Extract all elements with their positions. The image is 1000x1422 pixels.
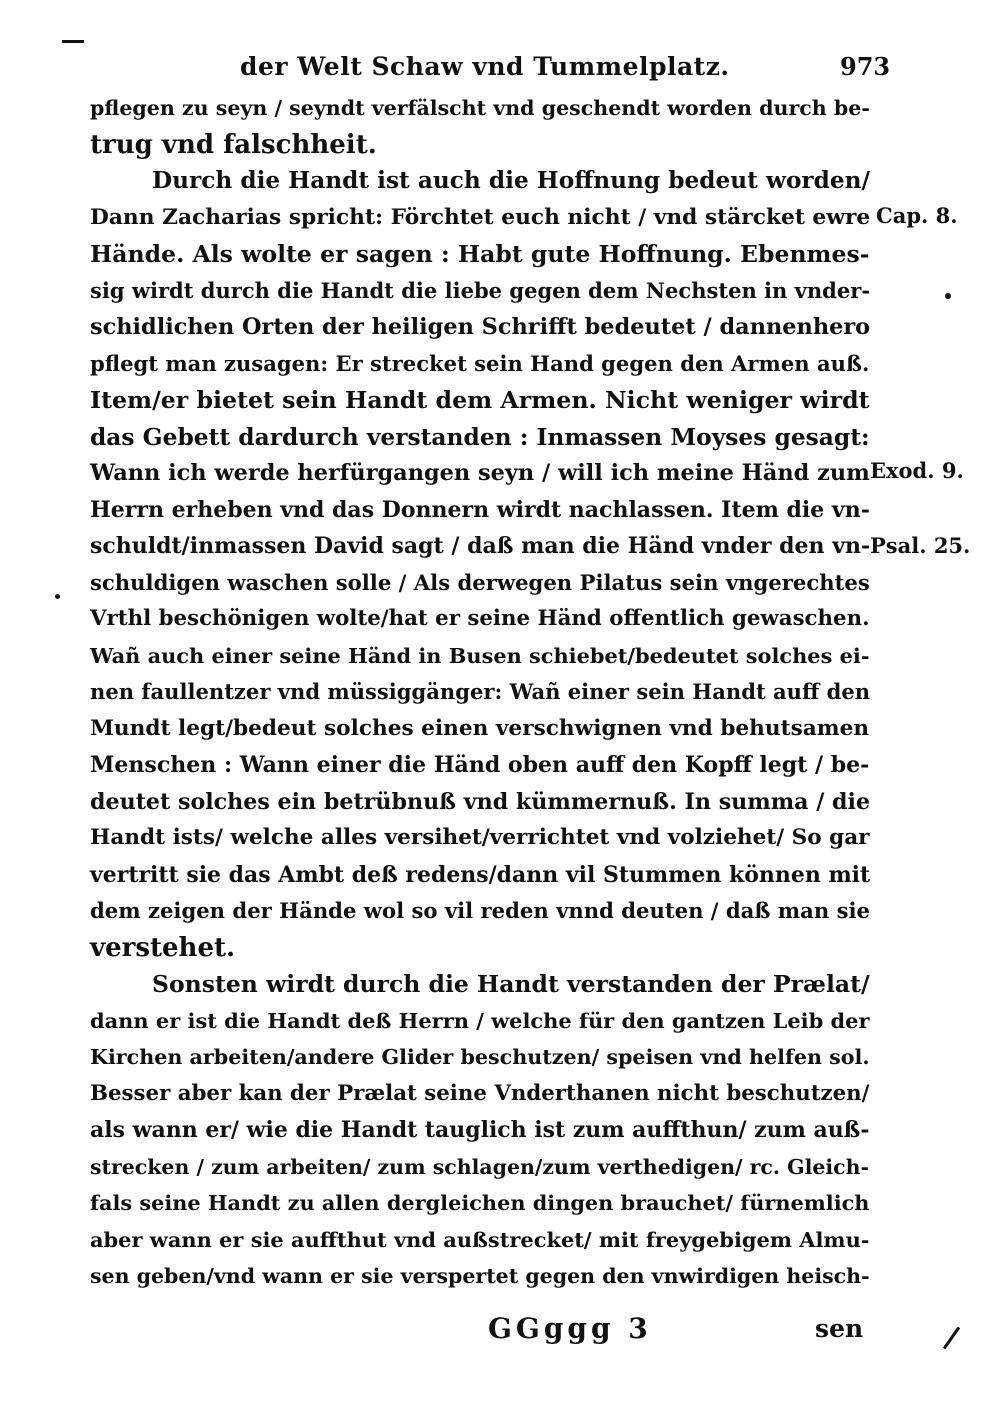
text-line: Handt ists/ welche alles versihet/verrichtet vnd volziehet/ So gar <box>90 825 870 850</box>
text-line: sig wirdt durch die Handt die liebe gegen dem Nechsten in vnder- <box>90 277 871 303</box>
text-line: als wann er/ wie die Handt tauglich ist zum auffthun/ zum auß- <box>90 1117 870 1143</box>
scan-speck <box>55 594 60 599</box>
margin-note-psal: Psal. 25. <box>870 533 971 558</box>
text-line: Sonsten wirdt durch die Handt verstanden der Prælat/ <box>152 970 870 998</box>
text-line: schuldigen waschen solle / Als derwegen Pilatus sein vngerechtes <box>90 569 870 595</box>
text-line: Item/er bietet sein Handt dem Armen. Nicht weniger wirdt <box>90 386 870 414</box>
margin-note-exod: Exod. 9. <box>870 458 964 483</box>
body-text <box>90 90 870 1295</box>
text-line: aber wann er sie auffthut vnd außstrecket/ mit freygebigem Almu- <box>90 1226 870 1252</box>
text-line: Herrn erheben vnd das Donnern wirdt nachlassen. Item die vn- <box>90 496 870 523</box>
text-line: verstehet. <box>90 932 236 963</box>
running-title: der Welt Schaw vnd Tummelplatz. <box>240 52 730 81</box>
text-line: nen faullentzer vnd müssiggänger: Wañ einer sein Handt auff den <box>90 679 871 704</box>
page-footer <box>0 1312 1000 1352</box>
catchword: sen <box>815 1314 864 1343</box>
text-line: Wañ auch einer seine Händ in Busen schiebet/bedeutet solches ei- <box>90 642 870 668</box>
scan-mark <box>62 40 84 43</box>
text-line: trug vnd falschheit. <box>90 129 377 160</box>
text-line: Vrthl beschönigen wolte/hat er seine Händ offentlich gewaschen. <box>90 606 870 631</box>
text-line: sen geben/vnd wann er sie verspertet gegen den vnwirdigen heisch- <box>90 1264 870 1288</box>
text-line: dem zeigen der Hände wol so vil reden vnnd deuten / daß man sie <box>90 898 870 923</box>
text-line: dann er ist die Handt deß Herrn / welche für den gantzen Leib der <box>90 1007 870 1033</box>
text-line: Kirchen arbeiten/andere Glider beschutzen/ speisen vnd helfen sol. <box>90 1045 870 1069</box>
text-line: Wann ich werde herfürgangen seyn / will ich meine Händ zum <box>90 460 870 486</box>
text-line: vertritt sie das Ambt deß redens/dann vil Stummen können mit <box>90 861 871 888</box>
text-line: das Gebett dardurch verstanden : Inmassen Moyses gesagt: <box>90 422 870 451</box>
text-line: schidlichen Orten der heiligen Schrifft bedeutet / dannenhero <box>90 314 871 340</box>
text-line: pflegen zu seyn / seyndt verfälscht vnd geschendt worden durch be- <box>90 96 870 120</box>
text-line: deutet solches ein betrübnuß vnd kümmernuß. In summa / die <box>90 788 871 815</box>
page-number: 973 <box>840 52 891 81</box>
text-line: Mundt legt/bedeut solches einen verschwignen vnd behutsamen <box>90 715 870 741</box>
text-line: Durch die Handt ist auch die Hoffnung bedeut worden/ <box>152 167 871 194</box>
scan-speck <box>945 293 951 299</box>
text-line: strecken / zum arbeiten/ zum schlagen/zum verthedigen/ rc. Gleich- <box>90 1154 870 1179</box>
text-line: pflegt man zusagen: Er strecket sein Hand gegen den Armen auß. <box>90 350 870 376</box>
text-line: schuldt/inmassen David sagt / daß man die Händ vnder den vn- <box>90 533 871 559</box>
text-line: fals seine Handt zu allen dergleichen dingen brauchet/ fürnemlich <box>90 1190 870 1215</box>
text-line: Menschen : Wann einer die Händ oben auff den Kopff legt / be- <box>90 752 870 778</box>
text-line: Besser aber kan der Prælat seine Vnderthanen nicht beschutzen/ <box>90 1080 870 1106</box>
signature-mark: GGggg 3 <box>488 1312 652 1345</box>
text-line: Dann Zacharias spricht: Förchtet euch nicht / vnd stärcket ewre <box>90 204 871 230</box>
margin-note-cap: Cap. 8. <box>876 203 958 228</box>
page-header <box>0 48 1000 88</box>
text-line: Hände. Als wolte er sagen : Habt gute Hoffnung. Ebenmes- <box>90 240 870 268</box>
